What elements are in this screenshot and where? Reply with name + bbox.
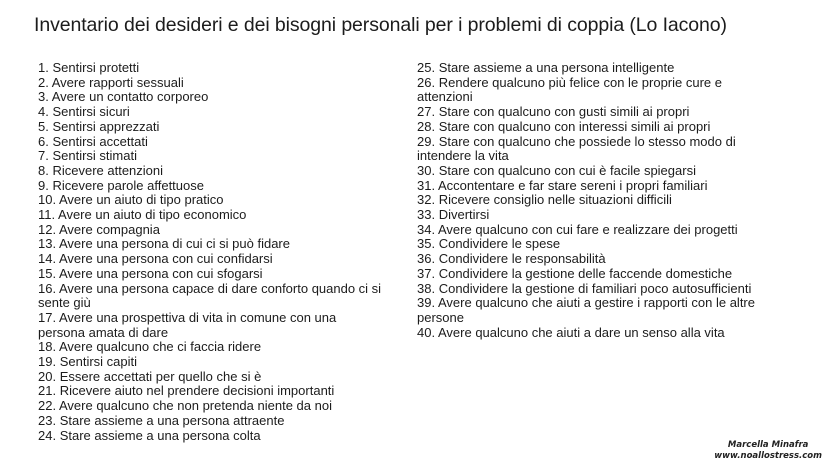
item-text: Stare assieme a una persona attraente (59, 412, 285, 428)
item-number: 31. (417, 177, 436, 193)
item-number: 28. (417, 118, 436, 134)
page-title: Inventario dei desideri e dei bisogni personali per i problemi di coppia (Lo Iacono) (34, 14, 727, 36)
list-item (38, 237, 383, 252)
item-text: Ricevere attenzioni (52, 162, 164, 178)
item-text: Avere un contatto corporeo (51, 89, 209, 105)
list-item (38, 252, 383, 267)
list-item (417, 296, 762, 325)
footer-site: www.noallostress.com (714, 451, 822, 461)
item-text: Condividere la gestione delle faccende domestiche (438, 265, 733, 281)
list-item (38, 429, 383, 444)
item-number: 18. (38, 339, 57, 355)
item-number: 33. (417, 207, 436, 223)
item-number: 29. (417, 133, 436, 149)
item-number: 22. (38, 398, 57, 414)
list-item (417, 105, 762, 120)
item-text: Rendere qualcuno più felice con le proprie cure e attenzioni (417, 74, 722, 105)
left-column (38, 61, 383, 443)
item-text: Ricevere parole affettuose (52, 177, 204, 193)
footer-author: Marcella Minafra (727, 440, 809, 450)
item-number: 26. (417, 74, 436, 90)
item-text: Stare assieme a una persona intelligente (438, 60, 675, 75)
list-item (38, 311, 383, 340)
item-text: Condividere le spese (438, 236, 561, 252)
item-text: Ricevere consiglio nelle situazioni difficili (438, 192, 672, 208)
list-item (38, 105, 383, 120)
list-item (417, 61, 762, 76)
list-item (38, 282, 383, 311)
list-item (38, 370, 383, 385)
item-number: 1. (38, 60, 49, 75)
item-text: Avere una persona con cui confidarsi (58, 251, 273, 267)
list-item (417, 76, 762, 105)
item-text: Avere un aiuto di tipo pratico (58, 192, 224, 208)
item-number: 34. (417, 221, 436, 237)
item-text: Avere qualcuno che aiuti a gestire i rapporti con le altre persone (417, 295, 755, 325)
item-number: 17. (38, 309, 57, 325)
item-number: 9. (38, 177, 49, 193)
item-text: Ricevere aiuto nel prendere decisioni importanti (59, 383, 335, 399)
list-item (38, 76, 383, 91)
item-number: 37. (417, 265, 436, 281)
list-item (38, 90, 383, 105)
list-item (417, 179, 762, 194)
list-item (417, 326, 762, 341)
item-number: 35. (417, 236, 436, 252)
item-text: Divertirsi (438, 207, 490, 223)
list-item (38, 267, 383, 282)
item-number: 10. (38, 192, 57, 208)
item-text: Stare assieme a una persona colta (59, 427, 261, 443)
list-item (417, 135, 762, 164)
list-item (417, 237, 762, 252)
list-item (38, 135, 383, 150)
item-number: 7. (38, 148, 49, 164)
item-text: Avere qualcuno che ci faccia ridere (58, 339, 262, 355)
item-number: 38. (417, 280, 436, 296)
item-number: 2. (38, 74, 49, 90)
item-text: Sentirsi apprezzati (52, 118, 160, 134)
item-number: 39. (417, 295, 436, 311)
item-number: 3. (38, 89, 49, 105)
list-item (38, 355, 383, 370)
item-text: Stare con qualcuno con interessi simili ai propri (438, 118, 711, 134)
list-item (38, 384, 383, 399)
item-number: 8. (38, 162, 49, 178)
item-number: 11. (38, 207, 56, 223)
list-item (417, 223, 762, 238)
item-text: Avere qualcuno con cui fare e realizzare dei progetti (437, 221, 738, 237)
item-text: Stare con qualcuno che possiede lo stesso modo di intendere la vita (417, 133, 736, 164)
item-number: 23. (38, 412, 57, 428)
list-item (417, 208, 762, 223)
item-number: 19. (38, 354, 57, 370)
item-text: Avere una persona capace di dare conforto quando ci si sente giù (38, 280, 382, 311)
list-item (38, 340, 383, 355)
item-text: Avere rapporti sessuali (51, 74, 184, 90)
list-item (38, 164, 383, 179)
list-item (417, 282, 762, 297)
item-number: 15. (38, 265, 57, 281)
item-text: Sentirsi sicuri (52, 104, 130, 120)
list-item (417, 193, 762, 208)
item-text: Stare con qualcuno con gusti simili ai propri (438, 104, 690, 120)
item-text: Sentirsi accettati (52, 133, 148, 149)
item-text: Sentirsi capiti (59, 354, 138, 370)
item-text: Avere un aiuto di tipo economico (58, 207, 247, 223)
item-number: 32. (417, 192, 436, 208)
item-number: 40. (417, 324, 436, 340)
list-item (38, 179, 383, 194)
item-text: Condividere la gestione di familiari poco autosufficienti (438, 280, 752, 296)
item-text: Avere una persona di cui ci si può fidare (58, 236, 290, 252)
item-number: 36. (417, 251, 436, 267)
list-item (38, 61, 383, 76)
item-text: Sentirsi stimati (52, 148, 137, 164)
item-text: Sentirsi protetti (52, 60, 140, 75)
item-number: 13. (38, 236, 57, 252)
item-number: 5. (38, 118, 49, 134)
item-number: 25. (417, 60, 436, 75)
list-item (417, 120, 762, 135)
list-item (38, 399, 383, 414)
item-number: 14. (38, 251, 57, 267)
list-item (38, 149, 383, 164)
list-item (38, 414, 383, 429)
item-number: 21. (38, 383, 57, 399)
item-text: Accontentare e far stare sereni i propri familiari (437, 177, 708, 193)
list-item (417, 252, 762, 267)
item-number: 6. (38, 133, 49, 149)
list-item (417, 267, 762, 282)
item-number: 27. (417, 104, 436, 120)
item-number: 20. (38, 368, 57, 384)
item-number: 12. (38, 221, 57, 237)
item-text: Essere accettati per quello che si è (59, 368, 262, 384)
item-number: 30. (417, 162, 436, 178)
footer-credit (714, 440, 822, 462)
item-text: Stare con qualcuno con cui è facile spiegarsi (438, 162, 696, 178)
item-text: Avere compagnia (58, 221, 160, 237)
item-text: Avere qualcuno che aiuti a dare un senso alla vita (437, 324, 725, 340)
list-item (38, 223, 383, 238)
item-text: Avere una prospettiva di vita in comune con una persona amata di dare (38, 309, 337, 340)
item-number: 24. (38, 427, 57, 443)
list-item (38, 120, 383, 135)
list-item (417, 164, 762, 179)
list-item (38, 208, 383, 223)
list-item (38, 193, 383, 208)
item-text: Avere qualcuno che non pretenda niente da noi (58, 398, 332, 414)
item-text: Condividere le responsabilità (438, 251, 606, 267)
item-number: 16. (38, 280, 57, 296)
item-text: Avere una persona con cui sfogarsi (58, 265, 263, 281)
right-column (417, 61, 762, 340)
item-number: 4. (38, 104, 49, 120)
